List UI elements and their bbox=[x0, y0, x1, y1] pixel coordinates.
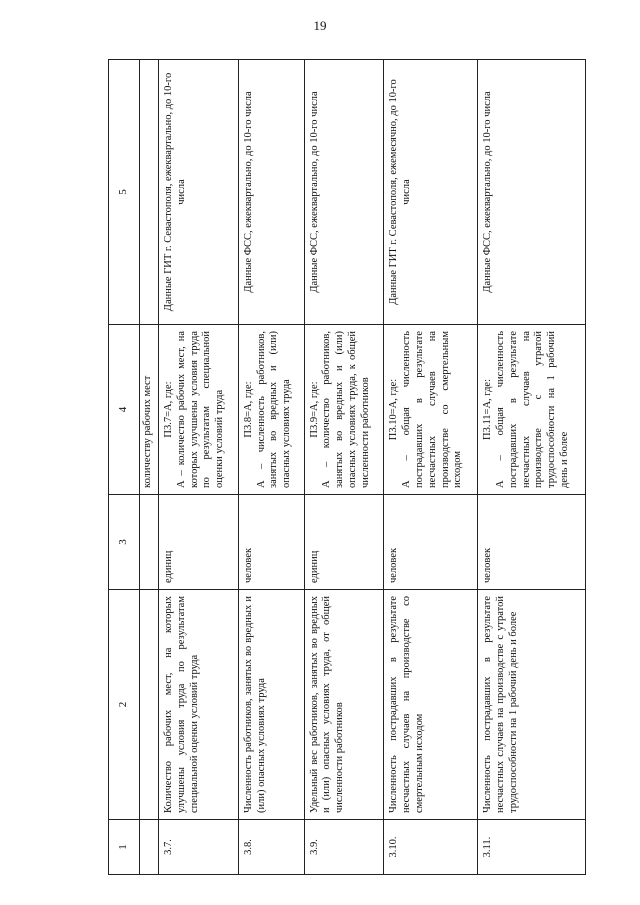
row-number: 3.8. bbox=[238, 820, 304, 875]
formula-definition: А – общая численность пострадавших в результате несчастных случаев на производстве со смертельным исходом bbox=[401, 331, 464, 488]
formula: П3.11=А, где: bbox=[482, 378, 494, 441]
indicator-name: Удельный вес работников, занятых во вредных и (или) опасных условиях труда, от общей численности работников bbox=[304, 590, 384, 820]
row-number: 3.11. bbox=[478, 820, 586, 875]
data-source: Данные ФСС, ежеквартально, до 10-го числа bbox=[478, 60, 586, 325]
column-number-row bbox=[109, 60, 140, 875]
indicator-name: Численность работников, занятых во вредных и (или) опасных условиях труда bbox=[238, 590, 304, 820]
calculation-cell bbox=[384, 325, 478, 495]
formula-definition: А – численность работников, занятых во вредных и (или) опасных условиях труда bbox=[255, 331, 293, 488]
table-row bbox=[304, 60, 384, 875]
calculation-cell bbox=[159, 325, 239, 495]
column-number: 4 bbox=[109, 325, 140, 495]
indicator-name: Количество рабочих мест, на которых улучшены условия труда по результатам специальной оценки условий труда bbox=[159, 590, 239, 820]
unit: человек bbox=[478, 495, 586, 590]
data-source: Данные ФСС, ежеквартально, до 10-го числа bbox=[238, 60, 304, 325]
calculation-cell bbox=[304, 325, 384, 495]
indicators-table-frame bbox=[108, 60, 586, 875]
unit: единиц bbox=[304, 495, 384, 590]
formula: П3.10=А, где: bbox=[388, 378, 400, 441]
formula-definition: А – количество рабочих мест, на которых улучшены условия труда по результатам специальной оценки условий труда bbox=[175, 331, 226, 488]
data-source: Данные ФСС, ежеквартально, до 10-го числа bbox=[304, 60, 384, 325]
formula: П3.7=А, где: bbox=[163, 381, 174, 438]
table-row bbox=[159, 60, 239, 875]
row-number: 3.9. bbox=[304, 820, 384, 875]
indicator-name: Численность пострадавших в результате несчастных случаев на производстве со смертельным исходом bbox=[384, 590, 478, 820]
table-row bbox=[478, 60, 586, 875]
row-number: 3.10. bbox=[384, 820, 478, 875]
formula-definition: А – общая численность пострадавших в результате несчастных случаев на производстве с утратой трудоспособности на 1 рабочий день и более bbox=[494, 331, 570, 488]
unit: человек bbox=[384, 495, 478, 590]
data-source: Данные ГИТ г. Севастополя, ежемесячно, до 10-го числа bbox=[384, 60, 478, 325]
row-number: 3.7. bbox=[159, 820, 239, 875]
formula: П3.9=А, где: bbox=[308, 381, 320, 438]
column-number: 5 bbox=[109, 60, 140, 325]
column-number: 1 bbox=[109, 820, 140, 875]
table-row bbox=[384, 60, 478, 875]
column-number: 2 bbox=[109, 590, 140, 820]
page-number: 19 bbox=[313, 18, 327, 33]
indicators-table bbox=[108, 59, 586, 875]
rotated-table-wrapper bbox=[108, 60, 586, 875]
formula-definition: А – количество работников, занятых во вредных и (или) опасных условиях труда, к общей численности работников bbox=[321, 331, 371, 488]
indicator-name: Численность пострадавших в результате несчастных случаев на производстве с утратой трудоспособности на 1 рабочий день и более bbox=[478, 590, 586, 820]
unit: человек bbox=[238, 495, 304, 590]
unit: единиц bbox=[159, 495, 239, 590]
continuation-text: количеству рабочих мест bbox=[140, 325, 159, 495]
continuation-row bbox=[140, 60, 159, 875]
calculation-cell bbox=[478, 325, 586, 495]
table-row bbox=[238, 60, 304, 875]
column-number: 3 bbox=[109, 495, 140, 590]
formula: П3.8=А, где: bbox=[242, 381, 254, 438]
data-source: Данные ГИТ г. Севастополя, ежеквартально, до 10-го числа bbox=[159, 60, 239, 325]
calculation-cell bbox=[238, 325, 304, 495]
